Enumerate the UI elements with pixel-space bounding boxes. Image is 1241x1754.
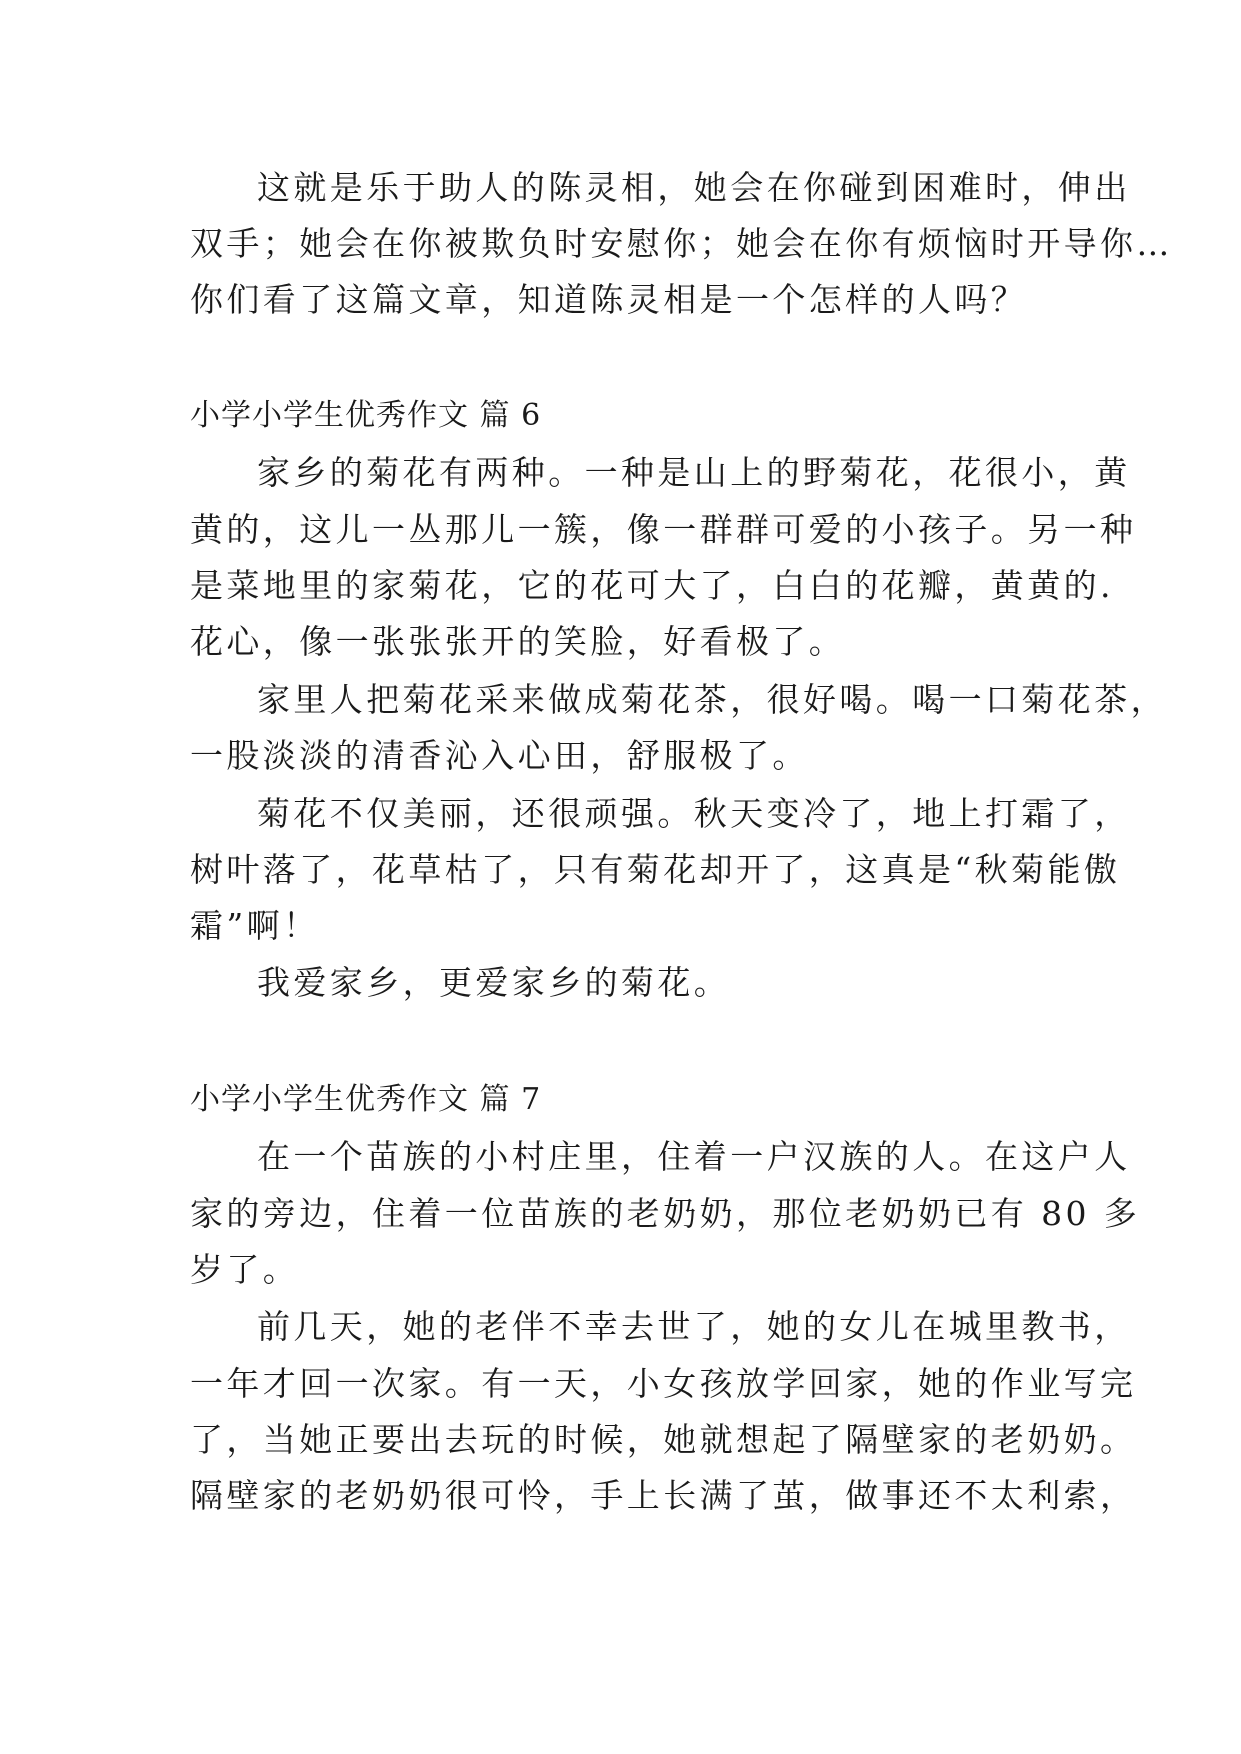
essay-heading: 小学小学生优秀作文 篇 6 <box>190 398 542 433</box>
text-line: 前几天，她的老伴不幸去世了，她的女儿在城里教书， <box>257 1307 1131 1346</box>
text-line: 这就是乐于助人的陈灵相，她会在你碰到困难时，伸出 <box>257 168 1131 207</box>
text-line: 是菜地里的家菊花，它的花可大了，白白的花瓣，黄黄的. <box>190 566 1114 605</box>
text-line: 你们看了这篇文章，知道陈灵相是一个怎样的人吗？ <box>190 280 1028 319</box>
text-line: 一年才回一次家。有一天，小女孩放学回家，她的作业写完 <box>190 1364 1137 1403</box>
text-line: 岁了。 <box>190 1250 300 1289</box>
text-line: 双手；她会在你被欺负时安慰你；她会在你有烦恼时开导你… <box>190 224 1173 263</box>
text-line: 在一个苗族的小村庄里，住着一户汉族的人。在这户人 <box>257 1137 1131 1176</box>
essay-heading: 小学小学生优秀作文 篇 7 <box>190 1082 542 1117</box>
text-line: 一股淡淡的清香沁入心田，舒服极了。 <box>190 736 809 775</box>
text-line: 家里人把菊花采来做成菊花茶，很好喝。喝一口菊花茶， <box>257 680 1167 719</box>
text-line: 霜”啊！ <box>190 906 320 945</box>
text-line: 隔壁家的老奶奶很可怜，手上长满了茧，做事还不太利索， <box>190 1476 1137 1515</box>
text-line: 菊花不仅美丽，还很顽强。秋天变冷了，地上打霜了， <box>257 794 1131 833</box>
text-line: 树叶落了，花草枯了，只有菊花却开了，这真是“秋菊能傲 <box>190 850 1121 889</box>
text-line: 我爱家乡，更爱家乡的菊花。 <box>257 963 731 1002</box>
text-line: 了，当她正要出去玩的时候，她就想起了隔壁家的老奶奶。 <box>190 1420 1137 1459</box>
text-line: 家的旁边，住着一位苗族的老奶奶，那位老奶奶已有 80 多 <box>190 1194 1141 1233</box>
text-line: 家乡的菊花有两种。一种是山上的野菊花，花很小，黄 <box>257 453 1131 492</box>
text-line: 花心，像一张张张开的笑脸，好看极了。 <box>190 622 846 661</box>
text-line: 黄的，这儿一丛那儿一簇，像一群群可爱的小孩子。另一种 <box>190 510 1137 549</box>
